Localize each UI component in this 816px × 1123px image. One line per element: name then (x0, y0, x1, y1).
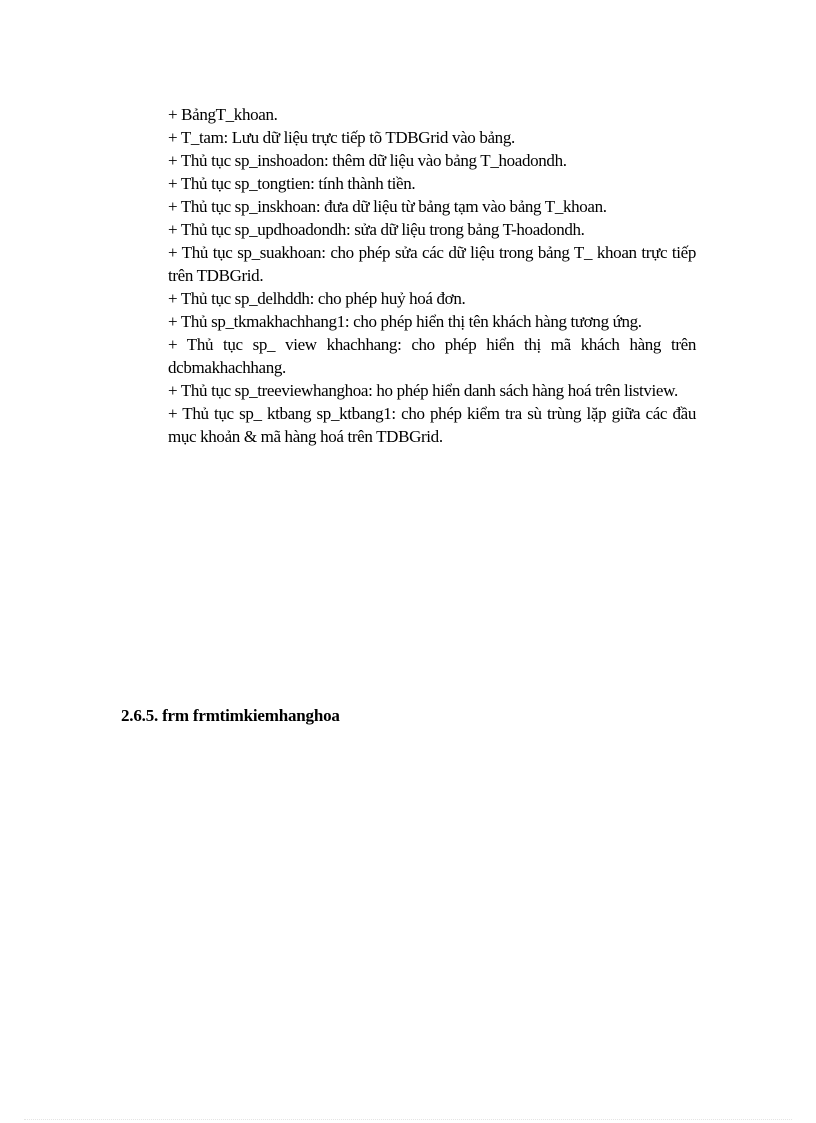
list-item: + Thủ tục sp_tongtien: tính thành tiền. (168, 174, 416, 193)
procedure-list (168, 103, 696, 448)
page-bottom-divider (24, 1119, 792, 1120)
list-item: + Thủ tục sp_inshoadon: thêm dữ liệu vào bảng T_hoadondh. (168, 151, 567, 170)
list-item: + Thủ tục sp_suakhoan: cho phép sửa các dữ liệu trong bảng T_ khoan trực tiếp trên TDBGrid. (168, 243, 696, 285)
list-item: + BảngT_khoan. (168, 105, 278, 124)
list-item: + Thủ tục sp_updhoadondh: sửa dữ liệu trong bảng T-hoadondh. (168, 220, 585, 239)
list-item: + Thủ tục sp_treeviewhanghoa: ho phép hiển danh sách hàng hoá trên listview. (168, 381, 678, 400)
section-heading: 2.6.5. frm frmtimkiemhanghoa (121, 706, 340, 725)
list-item: + Thủ sp_tkmakhachhang1: cho phép hiển thị tên khách hàng tương ứng. (168, 312, 642, 331)
list-item: + Thủ tục sp_inskhoan: đưa dữ liệu từ bảng tạm vào bảng T_khoan. (168, 197, 607, 216)
list-item: + Thủ tục sp_delhddh: cho phép huỷ hoá đơn. (168, 289, 466, 308)
list-item: + Thủ tục sp_ view khachhang: cho phép hiển thị mã khách hàng trên dcbmakhachhang. (168, 335, 696, 377)
list-item: + T_tam: Lưu dữ liệu trực tiếp tõ TDBGrid vào bảng. (168, 128, 515, 147)
list-item: + Thủ tục sp_ ktbang sp_ktbang1: cho phép kiểm tra sù trùng lặp giữa các đầu mục khoản & mã hàng hoá trên TDBGrid. (168, 404, 696, 446)
